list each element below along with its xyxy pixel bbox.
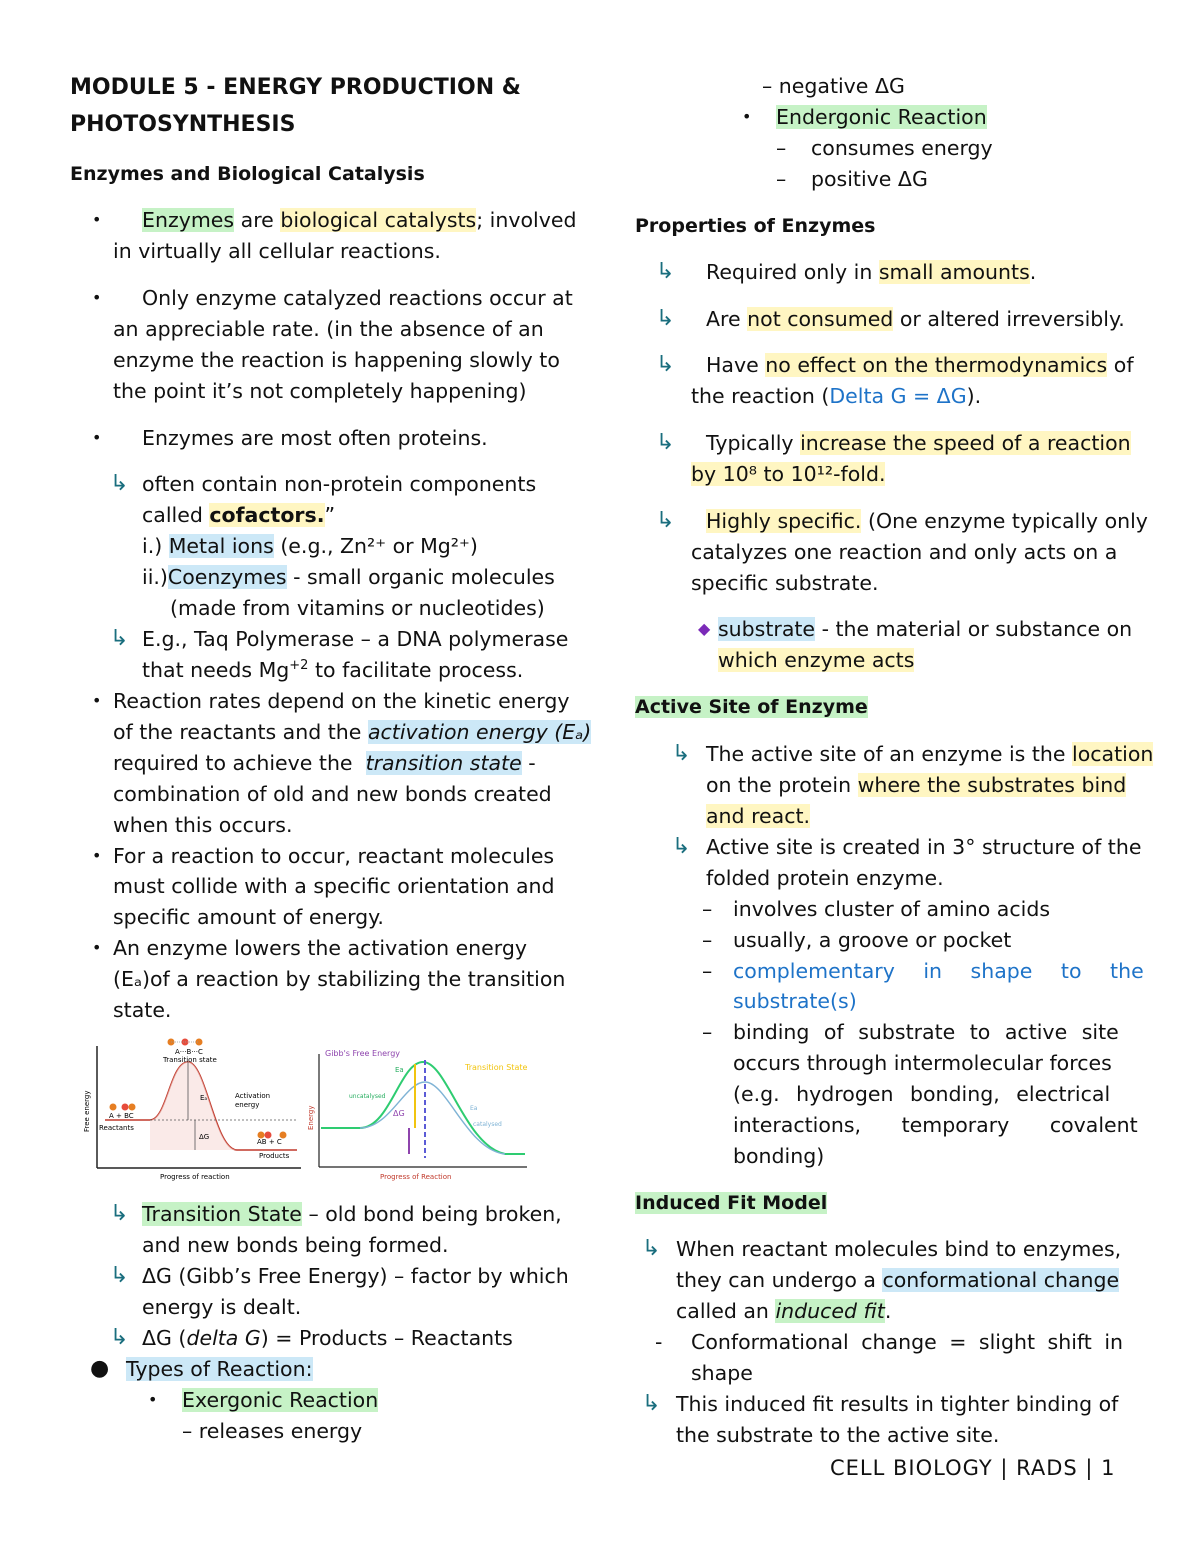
lowers-line3: state. — [113, 998, 172, 1022]
energy-diagram-figure — [75, 1032, 305, 1182]
fig2-ea2: Ea — [470, 1105, 478, 1112]
exergonic-label: Exergonic Reaction — [182, 1388, 379, 1412]
active-detail-4-line2: occurs through intermolecular forces — [733, 1051, 1112, 1075]
active-detail-1: involves cluster of amino acids — [733, 897, 1051, 921]
collide-line3: specific amount of energy. — [113, 905, 384, 929]
fig2-uncat: uncatalysed — [349, 1093, 386, 1100]
fig1-act: Activation — [235, 1092, 271, 1100]
arrow-icon: ↳ — [656, 306, 675, 331]
prop-speed-line2: by 10⁸ to 10¹²-fold. — [691, 462, 886, 486]
kinetic-line3: required to achieve the transition state - — [113, 751, 536, 775]
page-footer: CELL BIOLOGY | RADS | 1 — [830, 1456, 1116, 1480]
prop-not-consumed: Are not consumed or altered irreversibly. — [706, 307, 1125, 331]
bullet-icon: • — [92, 691, 102, 710]
endergonic-desc1: consumes energy — [811, 136, 993, 160]
tertiary-line1: Active site is created in 3° structure of the — [706, 835, 1142, 859]
fig1-xlabel: Progress of reaction — [160, 1173, 230, 1181]
prop-thermo-line2: the reaction (Delta G = ΔG). — [691, 384, 982, 408]
fig1-ylabel: Free energy — [83, 1090, 91, 1132]
taq-line2: that needs $Mg^{+2}$ to facilitate process. — [142, 658, 524, 682]
fig2-xlabel: Progress of Reaction — [380, 1173, 452, 1181]
bullet-rate-line4: the point it’s not completely happening) — [113, 379, 527, 403]
transition-state-line1: Transition State – old bond being broken, — [142, 1202, 562, 1226]
tighter-binding-line2: the substrate to the active site. — [676, 1423, 1000, 1447]
dash-icon: – — [702, 959, 713, 983]
dash-icon: – — [776, 167, 787, 191]
fig2-dg: ΔG — [393, 1109, 405, 1118]
active-detail-2: usually, a groove or pocket — [733, 928, 1012, 952]
fig1-products-mol: AB + C — [257, 1138, 282, 1146]
fig1-dg: ΔG — [199, 1133, 210, 1141]
endergonic-desc2: positive ΔG — [811, 167, 928, 191]
cofactors-line2: called cofactors.” — [142, 503, 336, 527]
arrow-icon: ↳ — [642, 1236, 661, 1261]
active-detail-3-line2: substrate(s) — [733, 989, 857, 1013]
fig2-cat: catalysed — [473, 1121, 502, 1128]
fig1-ea: Eₐ — [200, 1094, 208, 1102]
arrow-icon: ↳ — [110, 626, 129, 651]
section-heading-enzymes: Enzymes and Biological Catalysis — [70, 163, 425, 185]
active-detail-4-line3: (e.g. hydrogen bonding, electrical — [733, 1082, 1111, 1106]
substrate-line2: which enzyme acts — [718, 648, 915, 672]
arrow-icon: ↳ — [110, 471, 129, 496]
active-detail-4-line4: interactions, temporary covalent — [733, 1113, 1138, 1137]
fig2-ea: Ea — [395, 1066, 404, 1074]
arrow-icon: ↳ — [656, 259, 675, 284]
active-site-line1: The active site of an enzyme is the location — [706, 742, 1154, 766]
arrow-icon: ↳ — [110, 1325, 129, 1350]
bullet-enzymes-line1: Enzymes are biological catalysts; involved — [142, 208, 577, 232]
exergonic-desc: – releases energy — [182, 1419, 363, 1443]
endergonic-label: Endergonic Reaction — [776, 105, 987, 129]
prop-small-amounts: Required only in small amounts. — [706, 260, 1037, 284]
active-detail-3-line1: complementary in shape to the — [733, 959, 1144, 983]
fig2-title: Gibb's Free Energy — [325, 1049, 401, 1058]
conformational-line2: shape — [691, 1361, 753, 1385]
active-site-line2: on the protein where the substrates bind — [706, 773, 1127, 797]
bullet-icon: • — [92, 938, 102, 957]
bullet-icon: • — [742, 107, 752, 126]
module-title-line1: MODULE 5 - ENERGY PRODUCTION & — [70, 75, 521, 100]
induced-fit-line1: When reactant molecules bind to enzymes, — [676, 1237, 1122, 1261]
arrow-icon: ↳ — [656, 352, 675, 377]
active-site-line3: and react. — [706, 804, 811, 828]
prop-specific-line3: specific substrate. — [691, 571, 879, 595]
fig1-act2: energy — [235, 1101, 260, 1109]
arrow-icon: ↳ — [656, 430, 675, 455]
kinetic-line2: of the reactants and the activation energy (Eₐ) — [113, 720, 592, 744]
arrow-icon: ↳ — [110, 1263, 129, 1288]
coenzymes-line2: (made from vitamins or nucleotides) — [170, 596, 545, 620]
induced-fit-heading: Induced Fit Model — [635, 1192, 828, 1214]
gibbs-line2: energy is dealt. — [142, 1295, 302, 1319]
dash-icon: – — [702, 1020, 713, 1044]
dash-icon: – — [702, 928, 713, 952]
bullet-icon: ● — [90, 1356, 110, 1381]
induced-fit-line3: called an induced fit. — [676, 1299, 892, 1323]
fig2-ts: Transition State — [465, 1063, 528, 1072]
gibbs-energy-figure — [305, 1040, 530, 1185]
prop-thermo-line1: Have no effect on the thermodynamics of — [706, 353, 1134, 377]
active-site-heading: Active Site of Enzyme — [635, 696, 868, 718]
lowers-line2: (Eₐ)of a reaction by stabilizing the transition — [113, 967, 566, 991]
delta-g-formula: ΔG (delta G) = Products – Reactants — [142, 1326, 513, 1350]
tertiary-line2: folded protein enzyme. — [706, 866, 944, 890]
prop-specific-line1: Highly specific. (One enzyme typically only — [706, 509, 1148, 533]
exergonic-desc2: – negative ΔG — [762, 74, 905, 98]
bullet-rate-line1: Only enzyme catalyzed reactions occur at — [142, 286, 573, 310]
induced-fit-line2: they can undergo a conformational change — [676, 1268, 1120, 1292]
lowers-line1: An enzyme lowers the activation energy — [113, 936, 528, 960]
diamond-icon: ◆ — [698, 619, 711, 638]
bullet-rate-line2: an appreciable rate. (in the absence of an — [113, 317, 544, 341]
arrow-icon: ↳ — [110, 1201, 129, 1226]
transition-state-line2: and new bonds being formed. — [142, 1233, 449, 1257]
coenzymes-line: ii.)Coenzymes - small organic molecules — [142, 565, 555, 589]
collide-line2: must collide with a specific orientation and — [113, 874, 555, 898]
active-detail-4-line1: binding of substrate to active site — [733, 1020, 1119, 1044]
bullet-enzymes-line2: in virtually all cellular reactions. — [113, 239, 441, 263]
kinetic-line5: when this occurs. — [113, 813, 293, 837]
bullet-rate-line3: enzyme the reaction is happening slowly to — [113, 348, 560, 372]
active-detail-4-line5: bonding) — [733, 1144, 825, 1168]
arrow-icon: ↳ — [642, 1391, 661, 1416]
cofactors-line1: often contain non-protein components — [142, 472, 537, 496]
fig1-ts-label: Transition state — [163, 1056, 217, 1064]
gibbs-line1: ΔG (Gibb’s Free Energy) – factor by which — [142, 1264, 569, 1288]
arrow-icon: ↳ — [656, 508, 675, 533]
dash-icon: - — [655, 1330, 663, 1354]
fig1-products: Products — [259, 1152, 290, 1160]
kinetic-line1: Reaction rates depend on the kinetic energy — [113, 689, 570, 713]
fig1-reactants-mol: A + BC — [109, 1112, 134, 1120]
bullet-icon: • — [148, 1390, 158, 1409]
kinetic-line4: combination of old and new bonds created — [113, 782, 552, 806]
bullet-icon: • — [92, 288, 102, 307]
bullet-icon: • — [92, 846, 102, 865]
taq-line1: E.g., Taq Polymerase – a DNA polymerase — [142, 627, 569, 651]
collide-line1: For a reaction to occur, reactant molecules — [113, 844, 555, 868]
tighter-binding-line1: This induced fit results in tighter binding of — [676, 1392, 1119, 1416]
fig1-reactants: Reactants — [99, 1124, 134, 1132]
substrate-line1: substrate - the material or substance on — [718, 617, 1133, 641]
bullet-icon: • — [92, 210, 102, 229]
prop-speed-line1: Typically increase the speed of a reaction — [706, 431, 1131, 455]
bullet-icon: • — [92, 428, 102, 447]
metal-ions-line: i.) Metal ions (e.g., Zn²⁺ or Mg²⁺) — [142, 534, 478, 558]
properties-heading: Properties of Enzymes — [635, 215, 876, 237]
conformational-line1: Conformational change = slight shift in — [691, 1330, 1124, 1354]
types-of-reaction: Types of Reaction: — [126, 1357, 313, 1381]
module-title-line2: PHOTOSYNTHESIS — [70, 112, 296, 137]
arrow-icon: ↳ — [672, 741, 691, 766]
prop-specific-line2: catalyzes one reaction and only acts on a — [691, 540, 1118, 564]
dash-icon: – — [776, 136, 787, 160]
bullet-proteins: Enzymes are most often proteins. — [142, 426, 488, 450]
fig1-ts-mol: A···B···C — [175, 1048, 203, 1056]
dash-icon: – — [702, 897, 713, 921]
fig2-ylabel: Energy — [307, 1105, 315, 1130]
arrow-icon: ↳ — [672, 834, 691, 859]
